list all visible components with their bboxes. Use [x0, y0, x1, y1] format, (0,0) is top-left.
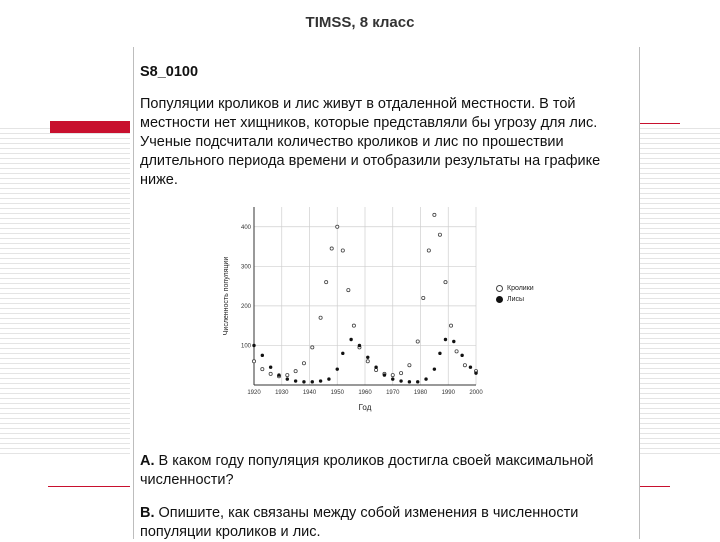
- x-tick-label: 1940: [302, 390, 317, 396]
- fox-point: [408, 380, 411, 383]
- part-text: В каком году популяция кроликов достигла своей максимальной численности?: [140, 453, 594, 488]
- x-axis-label: Год: [358, 403, 372, 412]
- x-tick-label: 1920: [247, 390, 261, 396]
- fox-point: [349, 338, 352, 341]
- decorative-stripes-right: [640, 128, 720, 458]
- rabbit-point: [347, 288, 350, 291]
- rabbit-point: [463, 364, 466, 367]
- y-tick-label: 200: [240, 303, 251, 310]
- fox-point: [391, 377, 394, 380]
- x-tick-label: 2000: [469, 390, 483, 396]
- fox-point: [341, 352, 344, 355]
- rabbit-point: [261, 368, 264, 371]
- fox-point: [399, 379, 402, 382]
- accent-line-bottom-right: [640, 486, 670, 487]
- slide-title: TIMSS, 8 класс: [305, 14, 415, 31]
- fox-point: [358, 344, 361, 347]
- rabbit-point: [294, 370, 297, 373]
- x-tick-label: 1990: [441, 390, 455, 396]
- rabbit-point: [416, 340, 419, 343]
- fox-point: [311, 380, 314, 383]
- fox-point: [327, 377, 330, 380]
- fox-point: [286, 377, 289, 380]
- y-tick-label: 300: [240, 264, 251, 271]
- rabbit-point: [286, 374, 289, 377]
- rabbit-point: [325, 281, 328, 284]
- rabbit-point: [422, 296, 425, 299]
- population-chart: [216, 207, 486, 422]
- open-circle-icon: [496, 285, 503, 292]
- rabbit-point: [438, 233, 441, 236]
- fox-point: [374, 366, 377, 369]
- question-part-b: [140, 504, 635, 542]
- x-tick-label: 1980: [413, 390, 428, 396]
- fox-point: [460, 354, 463, 357]
- part-label: A.: [140, 453, 155, 469]
- legend-label: Кролики: [507, 285, 534, 292]
- chart-legend: [496, 283, 534, 305]
- fox-point: [366, 356, 369, 359]
- rabbit-point: [302, 362, 305, 365]
- chart-svg: [216, 207, 486, 422]
- accent-bar: [50, 121, 130, 133]
- accent-line-top: [640, 123, 680, 124]
- rabbit-point: [427, 249, 430, 252]
- y-axis-label: Численность популяции: [223, 256, 230, 336]
- fox-point: [424, 377, 427, 380]
- rabbit-point: [399, 372, 402, 375]
- part-text: Опишите, как связаны между собой изменения в численности популяции кроликов и лис.: [140, 505, 579, 540]
- rabbit-point: [366, 360, 369, 363]
- x-tick-label: 1970: [386, 390, 400, 396]
- rabbit-point: [444, 281, 447, 284]
- rabbit-point: [408, 364, 411, 367]
- fox-point: [452, 340, 455, 343]
- rabbit-point: [319, 316, 322, 319]
- fox-point: [416, 380, 419, 383]
- rabbit-point: [330, 247, 333, 250]
- fox-point: [383, 373, 386, 376]
- rabbit-point: [455, 350, 458, 353]
- fox-point: [474, 371, 477, 374]
- fox-point: [302, 380, 305, 383]
- question-part-a: [140, 452, 635, 490]
- fox-point: [252, 344, 255, 347]
- rabbit-point: [336, 225, 339, 228]
- fox-point: [336, 367, 339, 370]
- rabbit-point: [352, 324, 355, 327]
- filled-circle-icon: [496, 296, 503, 303]
- decorative-stripes-left: [0, 128, 130, 458]
- fox-point: [444, 338, 447, 341]
- rabbit-point: [449, 324, 452, 327]
- x-tick-label: 1960: [358, 390, 372, 396]
- rabbit-point: [252, 360, 255, 363]
- legend-item-foxes: [496, 294, 534, 305]
- rabbit-point: [269, 372, 272, 375]
- x-tick-label: 1950: [330, 390, 344, 396]
- fox-point: [433, 367, 436, 370]
- fox-point: [319, 379, 322, 382]
- accent-line-bottom-left: [48, 486, 130, 487]
- fox-point: [294, 379, 297, 382]
- fox-point: [469, 366, 472, 369]
- question-card: [133, 47, 640, 539]
- rabbit-point: [433, 213, 436, 216]
- question-intro: Популяции кроликов и лис живут в отдаленной местности. В той местности нет хищников, которые представляли бы угрозу для лис. Ученые подсчитали количество кроликов и лис по прошествии длительного периода времени и отобразили результаты на графике ниже.: [140, 96, 601, 188]
- legend-label: Лисы: [507, 296, 525, 303]
- x-tick-label: 1930: [275, 390, 289, 396]
- part-label: B.: [140, 505, 155, 521]
- y-tick-label: 400: [240, 224, 251, 231]
- rabbit-point: [341, 249, 344, 252]
- fox-point: [269, 366, 272, 369]
- fox-point: [261, 354, 264, 357]
- rabbit-point: [391, 374, 394, 377]
- fox-point: [277, 373, 280, 376]
- rabbit-point: [311, 346, 314, 349]
- y-tick-label: 100: [240, 343, 251, 350]
- question-code: S8_0100: [140, 64, 199, 80]
- fox-point: [438, 352, 441, 355]
- legend-item-rabbits: [496, 283, 534, 294]
